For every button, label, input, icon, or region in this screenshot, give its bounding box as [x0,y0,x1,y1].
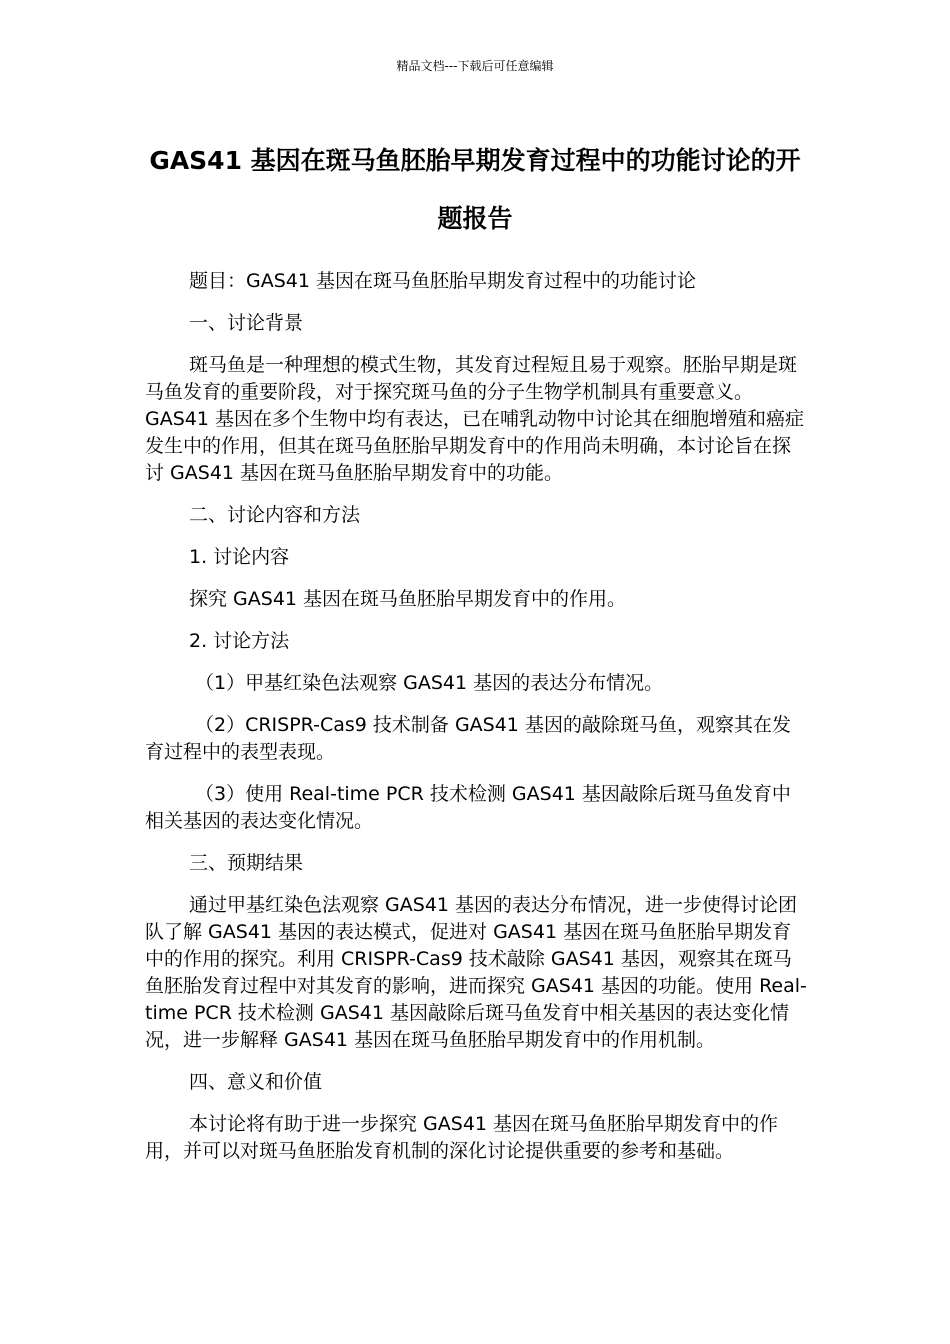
significance-paragraph: 本讨论将有助于进一步探究 GAS41 基因在斑马鱼胚胎早期发育中的作用，并可以对斑马鱼胚胎发育机制的深化讨论提供重要的参考和基础。 [145,1113,779,1162]
section-heading-significance: 四、意义和价值 [189,1071,323,1093]
subheading-methods: 2. 讨论方法 [189,630,290,652]
topic-line: 题目：GAS41 基因在斑马鱼胚胎早期发育过程中的功能讨论 [189,270,696,292]
document-body [145,268,807,1180]
method-item-2: （2）CRISPR-Cas9 技术制备 GAS41 基因的敲除斑马鱼，观察其在发育过程中的表型表现。 [145,714,791,763]
method-item-1: （1）甲基红染色法观察 GAS41 基因的表达分布情况。 [195,672,664,694]
section-heading-content-methods: 二、讨论内容和方法 [189,504,361,526]
page-header-note: 精品文档---下载后可任意编辑 [396,59,554,73]
section-heading-background: 一、讨论背景 [189,312,304,334]
method-item-3: （3）使用 Real-time PCR 技术检测 GAS41 基因敲除后斑马鱼发育中相关基因的表达变化情况。 [145,783,791,832]
background-paragraph: 斑马鱼是一种理想的模式生物，其发育过程短且易于观察。胚胎早期是斑马鱼发育的重要阶段，对于探究斑马鱼的分子生物学机制具有重要意义。GAS41 基因在多个生物中均有表达，已在哺乳动物中讨论其在细胞增殖和癌症发生中的作用，但其在斑马鱼胚胎早期发育中的作用尚未明确，本讨论旨在探讨 GAS41 基因在斑马鱼胚胎早期发育中的功能。 [145,354,804,484]
expected-results-paragraph: 通过甲基红染色法观察 GAS41 基因的表达分布情况，进一步使得讨论团队了解 GAS41 基因的表达模式，促进对 GAS41 基因在斑马鱼胚胎早期发育中的作用的探究。利用 CRISPR-Cas9 技术敲除 GAS41 基因，观察其在斑马鱼胚胎发育过程中对其发育的影响，进而探究 GAS41 基因的功能。使用 Real-time PCR 技术检测 GAS41 基因敲除后斑马鱼发育中相关基因的表达变化情况，进一步解释 GAS41 基因在斑马鱼胚胎早期发育中的作用机制。 [145,894,807,1051]
document-title: GAS41 基因在斑马鱼胚胎早期发育过程中的功能讨论的开题报告 [149,146,801,233]
content-paragraph: 探究 GAS41 基因在斑马鱼胚胎早期发育中的作用。 [189,588,627,610]
section-heading-expected-results: 三、预期结果 [189,852,304,874]
subheading-content: 1. 讨论内容 [189,546,290,568]
